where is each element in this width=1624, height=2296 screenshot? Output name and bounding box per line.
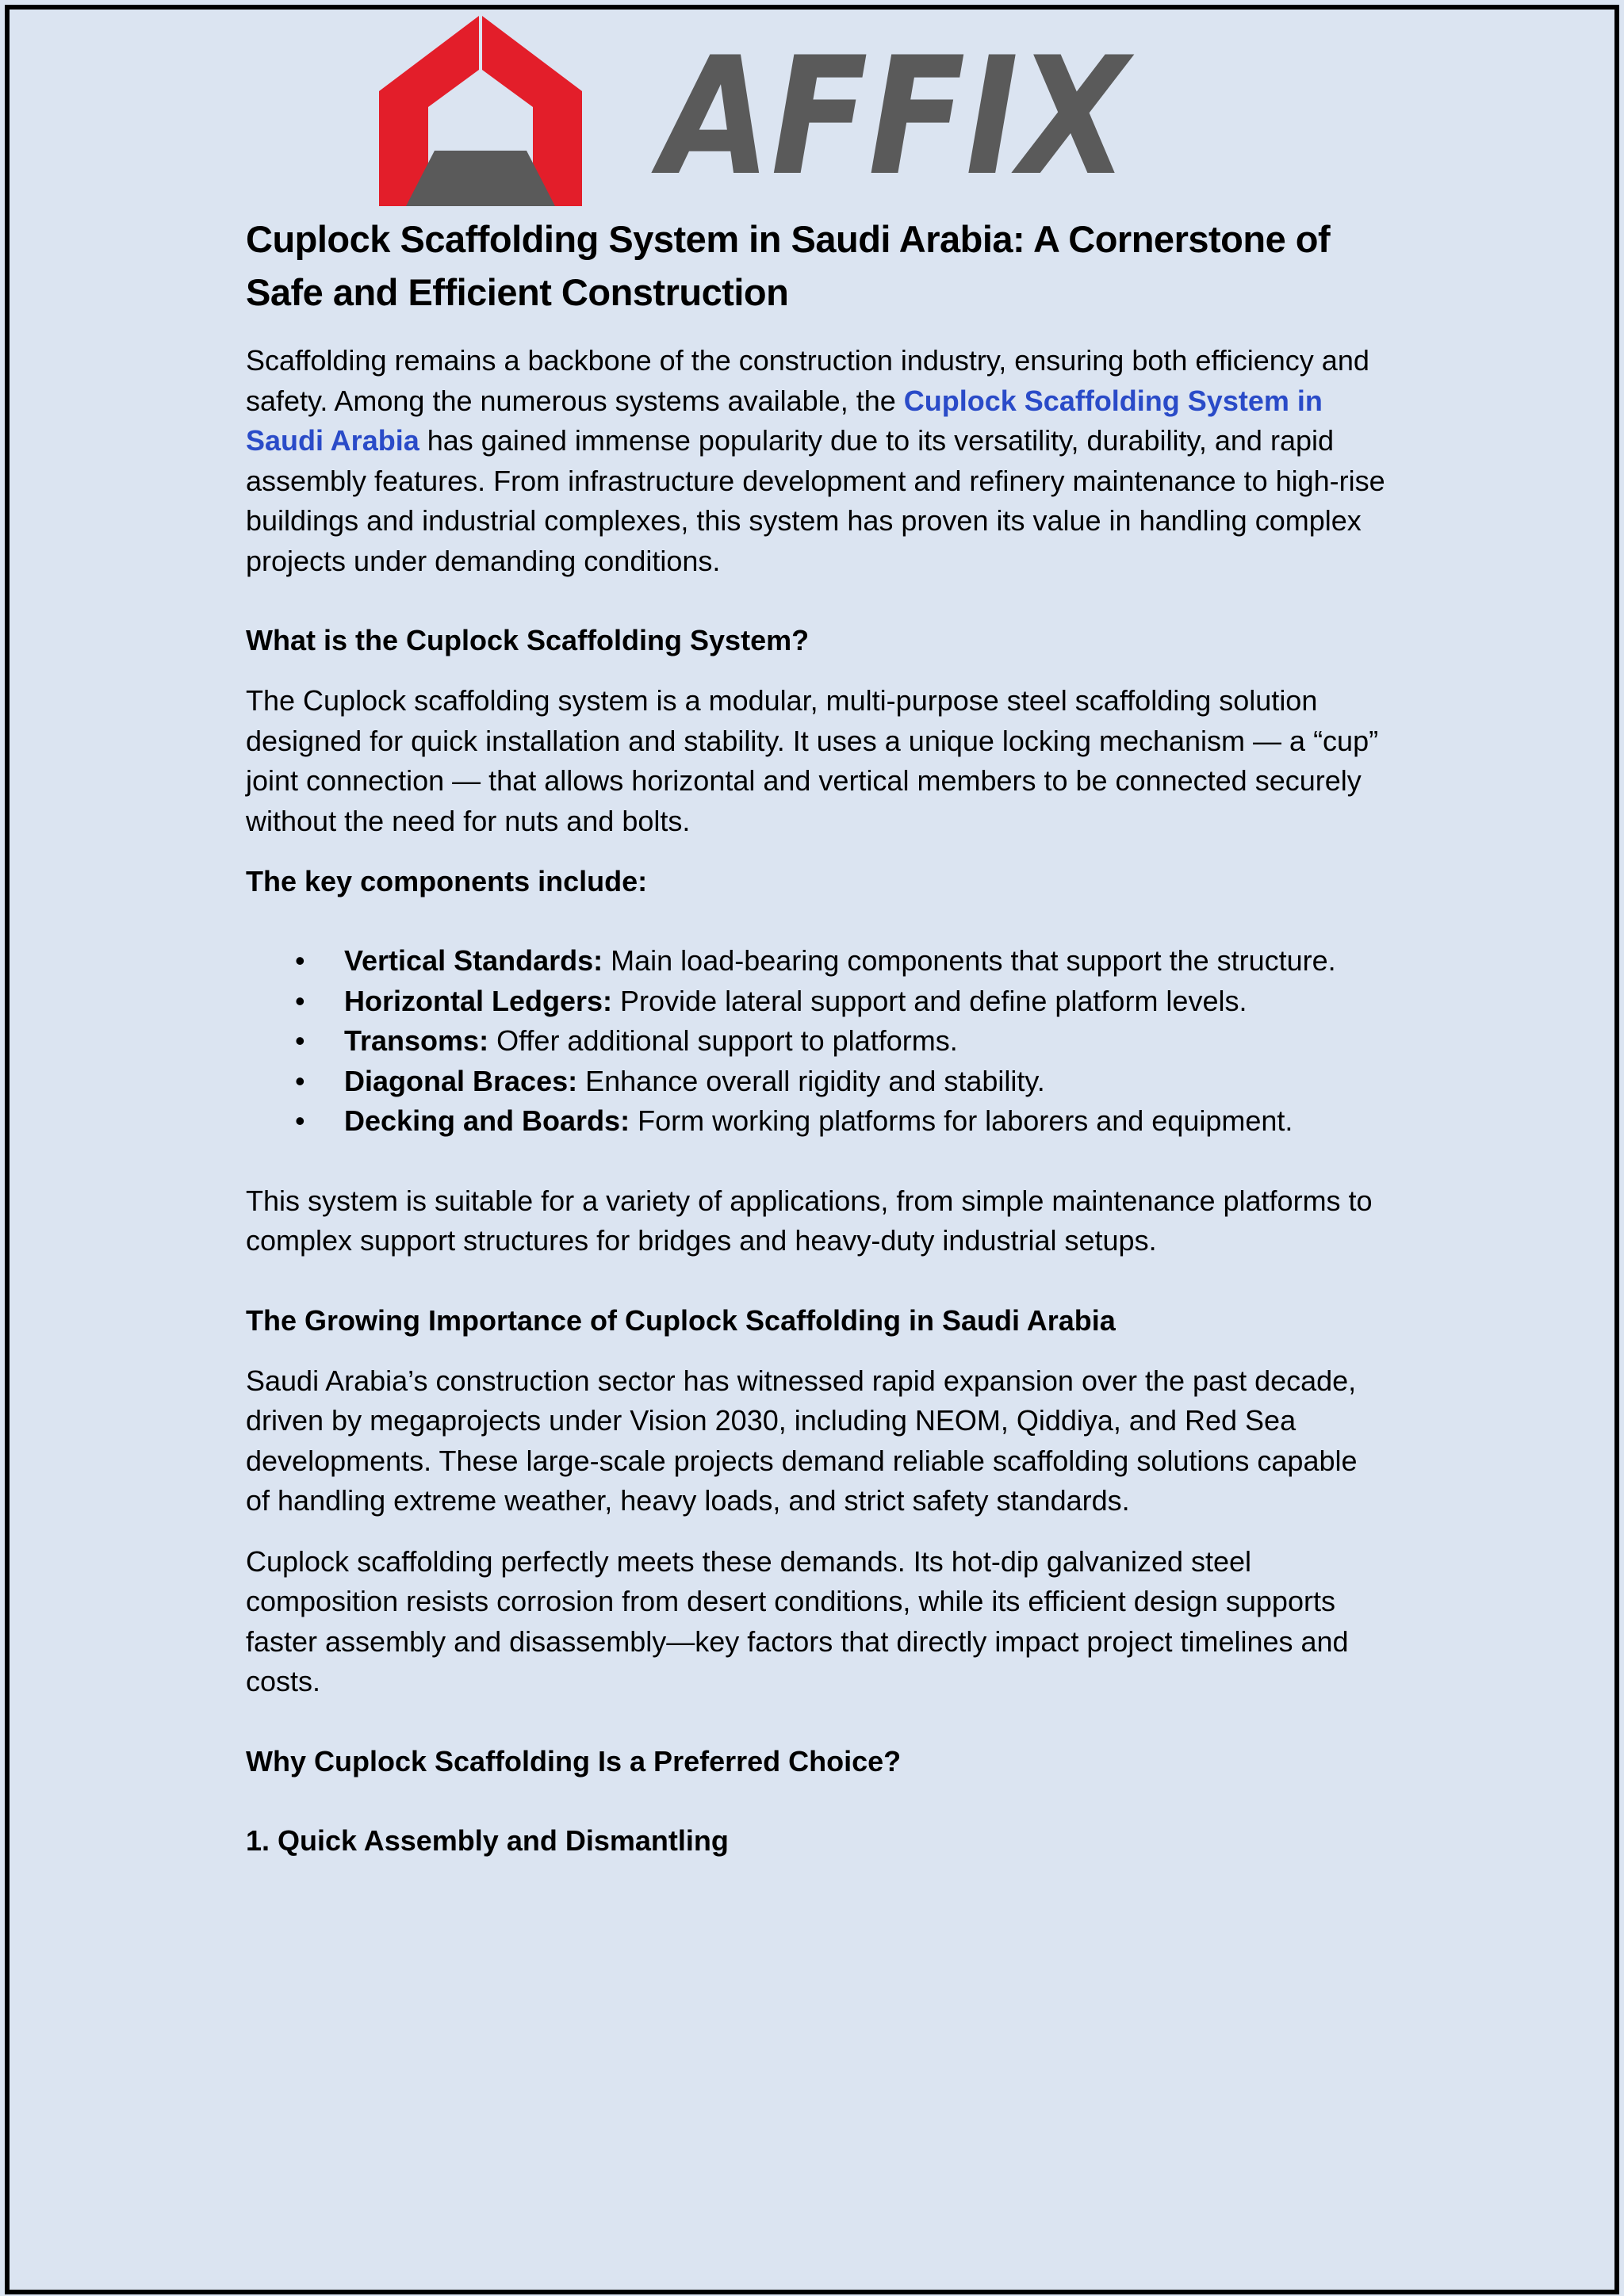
list-item — [295, 1062, 1388, 1102]
components-heading: The key components include: — [246, 865, 648, 897]
component-desc: Provide lateral support and define platform levels. — [612, 984, 1247, 1017]
list-item — [295, 982, 1388, 1022]
document-body — [246, 212, 1388, 1881]
intro-paragraph — [246, 341, 1388, 581]
component-desc: Main load-bearing components that support the structure. — [603, 944, 1336, 977]
logo-wordmark: AFFIX — [650, 23, 1135, 212]
intro-text-start: Scaffolding remains a backbone of the construction industry, ensuring both efficiency and safety. Among the numerous systems available, the — [246, 344, 1369, 417]
component-term: Decking and Boards: — [344, 1104, 630, 1137]
section2-paragraph2: Cuplock scaffolding perfectly meets these demands. Its hot-dip galvanized steel composition resists corrosion from desert conditions, while its efficient design supports faster assembly and disassembly—key factors that directly impact project timelines and costs. — [246, 1544, 1349, 1697]
page-title: Cuplock Scaffolding System in Saudi Arabia: A Cornerstone of Safe and Efficient Construction — [246, 218, 1331, 313]
section1-closing: This system is suitable for a variety of applications, from simple maintenance platforms to complex support structures for bridges and heavy-duty industrial setups. — [246, 1184, 1373, 1257]
components-list — [246, 941, 1388, 1142]
component-term: Vertical Standards: — [344, 944, 603, 977]
bullet-icon: • — [295, 984, 305, 1017]
affix-logo — [379, 16, 1140, 212]
intro-link[interactable]: Cuplock Scaffolding System in Saudi Arabia — [246, 384, 1323, 457]
component-term: Horizontal Ledgers: — [344, 984, 613, 1017]
list-item — [295, 941, 1388, 982]
component-term: Transoms: — [344, 1024, 489, 1057]
section1-heading: What is the Cuplock Scaffolding System? — [246, 624, 810, 656]
component-desc: Form working platforms for laborers and equipment. — [630, 1104, 1293, 1137]
bullet-icon: • — [295, 944, 305, 977]
component-desc: Offer additional support to platforms. — [488, 1024, 958, 1057]
section3-subheading: 1. Quick Assembly and Dismantling — [246, 1823, 729, 1857]
component-term: Diagonal Braces: — [344, 1064, 578, 1097]
section1-paragraph: The Cuplock scaffolding system is a modular, multi-purpose steel scaffolding solution designed for quick installation and stability. It uses a unique locking mechanism — a “cup” joint connection — that allows horizontal and vertical members to be connected securely without the need for nuts and bolts. — [246, 684, 1379, 837]
list-item — [295, 1021, 1388, 1062]
logo-mark-icon — [379, 16, 582, 206]
section2-heading: The Growing Importance of Cuplock Scaffolding in Saudi Arabia — [246, 1303, 1116, 1337]
list-item — [295, 1101, 1388, 1142]
section2-paragraph1: Saudi Arabia’s construction sector has witnessed rapid expansion over the past decade, driven by megaprojects under Vision 2030, including NEOM, Qiddiya, and Red Sea developments. These large-scale projects demand reliable scaffolding solutions capable of handling extreme weather, heavy loads, and strict safety standards. — [246, 1364, 1358, 1517]
section3-heading: Why Cuplock Scaffolding Is a Preferred Choice? — [246, 1744, 902, 1777]
bullet-icon: • — [295, 1024, 305, 1057]
bullet-icon: • — [295, 1064, 305, 1097]
bullet-icon: • — [295, 1104, 305, 1137]
component-desc: Enhance overall rigidity and stability. — [577, 1064, 1045, 1097]
intro-text-end: has gained immense popularity due to its versatility, durability, and rapid assembly features. From infrastructure development and refinery maintenance to high-rise buildings and industrial complexes, this system has proven its value in handling complex projects under demanding conditions. — [246, 424, 1385, 577]
